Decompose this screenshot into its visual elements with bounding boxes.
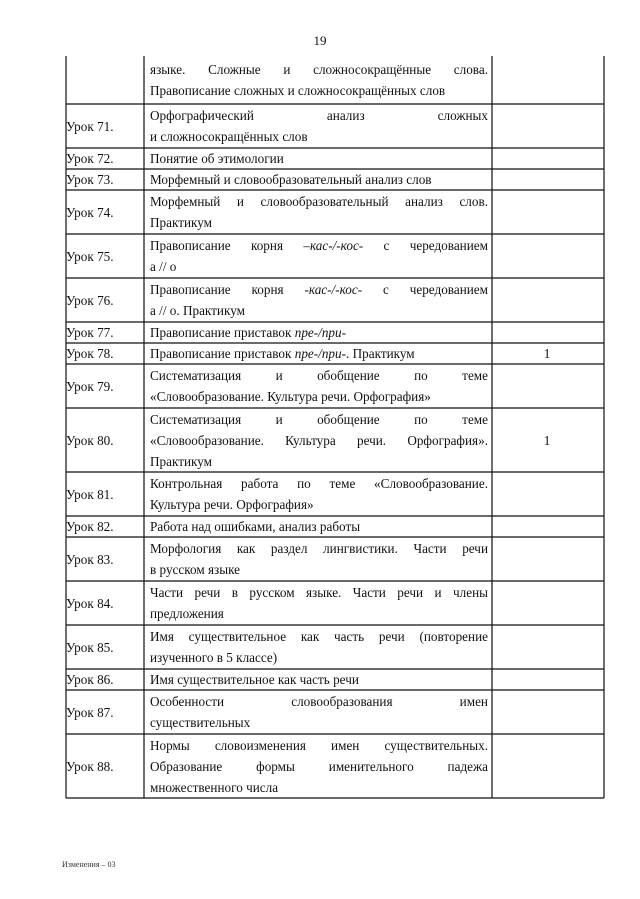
lesson-topic: Контрольная работа по теме «Словообразование. Культура речи. Орфография» — [150, 476, 488, 512]
lesson-number: Урок 80. — [66, 432, 114, 448]
lesson-topic: языке. Сложные и сложносокращённые слова. Правописание сложных и сложносокращённых слов — [150, 62, 488, 98]
lesson-number: Урок 88. — [66, 758, 114, 774]
lesson-number: Урок 82. — [66, 519, 114, 534]
lesson-number: Урок 74. — [66, 204, 114, 220]
lesson-number: Урок 85. — [66, 639, 114, 655]
lesson-topic: Правописание корня –кас-/-кос- с чередованием а // о — [150, 238, 488, 274]
lesson-hours — [494, 278, 600, 322]
lesson-plan-table — [0, 56, 640, 836]
lesson-hours — [494, 322, 600, 343]
lesson-hours — [494, 516, 600, 537]
italic-morpheme: –кас-/-кос- — [303, 238, 364, 253]
lesson-number: Урок 75. — [66, 248, 114, 264]
lesson-number: Урок 78. — [66, 346, 114, 361]
lesson-topic: Имя существительное как часть речи (повторение изученного в 5 классе) — [150, 629, 488, 665]
lesson-topic: Имя существительное как часть речи — [150, 672, 359, 687]
lesson-number: Урок 73. — [66, 172, 114, 187]
lesson-number: Урок 84. — [66, 595, 114, 611]
lesson-topic: Работа над ошибками, анализ работы — [150, 519, 361, 534]
lesson-hours — [494, 190, 600, 234]
lesson-hours — [494, 148, 600, 169]
lesson-hours: 1 — [543, 432, 551, 448]
lesson-hours: 1 — [543, 346, 551, 361]
lesson-hours — [494, 472, 600, 516]
lesson-topic: Понятие об этимологии — [150, 151, 284, 166]
lesson-number: Урок 77. — [66, 325, 114, 340]
lesson-number — [66, 56, 136, 104]
lesson-number: Урок 83. — [66, 551, 114, 567]
lesson-hours — [494, 581, 600, 625]
footer-revision-note: Изменения – 03 — [62, 860, 116, 869]
lesson-topic: Правописание приставок пре-/при- — [150, 325, 347, 340]
lesson-number: Урок 81. — [66, 486, 114, 502]
lesson-number: Урок 86. — [66, 672, 114, 687]
lesson-number: Урок 72. — [66, 151, 114, 166]
italic-morpheme: пре-/при- — [294, 346, 347, 361]
lesson-topic: Морфемный и словообразовательный анализ слов — [150, 172, 432, 187]
lesson-number: Урок 87. — [66, 704, 114, 720]
lesson-hours — [494, 234, 600, 278]
lesson-topic: Орфографический анализ сложных и сложносокращённых слов — [150, 108, 488, 144]
lesson-hours — [494, 56, 600, 104]
lesson-topic: Морфология как раздел лингвистики. Части речи в русском языке — [150, 541, 488, 577]
lesson-hours — [494, 104, 600, 148]
lesson-hours — [494, 669, 600, 690]
lesson-number: Урок 71. — [66, 118, 114, 134]
lesson-hours — [494, 625, 600, 669]
lesson-topic: Правописание приставок пре-/при-. Практикум — [150, 346, 415, 361]
lesson-hours — [494, 364, 600, 408]
lesson-topic: Систематизация и обобщение по теме «Словообразование. Культура речи. Орфография». Практикум — [150, 411, 488, 469]
lesson-hours — [494, 734, 600, 798]
lesson-hours — [494, 169, 600, 190]
page-number: 19 — [313, 33, 327, 48]
lesson-topic: Морфемный и словообразовательный анализ слов. Практикум — [150, 194, 488, 230]
italic-morpheme: пре-/при- — [294, 325, 347, 340]
lesson-topic: Части речи в русском языке. Части речи и члены предложения — [150, 585, 488, 621]
lesson-number: Урок 79. — [66, 378, 114, 394]
lesson-hours — [494, 537, 600, 581]
italic-morpheme: -кас-/-кос- — [304, 282, 363, 297]
lesson-topic: Особенности словообразования имен существительных — [150, 694, 488, 730]
lesson-number: Урок 76. — [66, 292, 114, 308]
lesson-topic: Нормы словоизменения имен существительных. Образование формы именительного падежа множественного числа — [150, 737, 488, 795]
lesson-topic: Правописание корня -кас-/-кос- с чередованием а // о. Практикум — [150, 282, 489, 318]
lesson-hours — [494, 690, 600, 734]
lesson-topic: Систематизация и обобщение по теме «Словообразование. Культура речи. Орфография» — [150, 368, 488, 404]
